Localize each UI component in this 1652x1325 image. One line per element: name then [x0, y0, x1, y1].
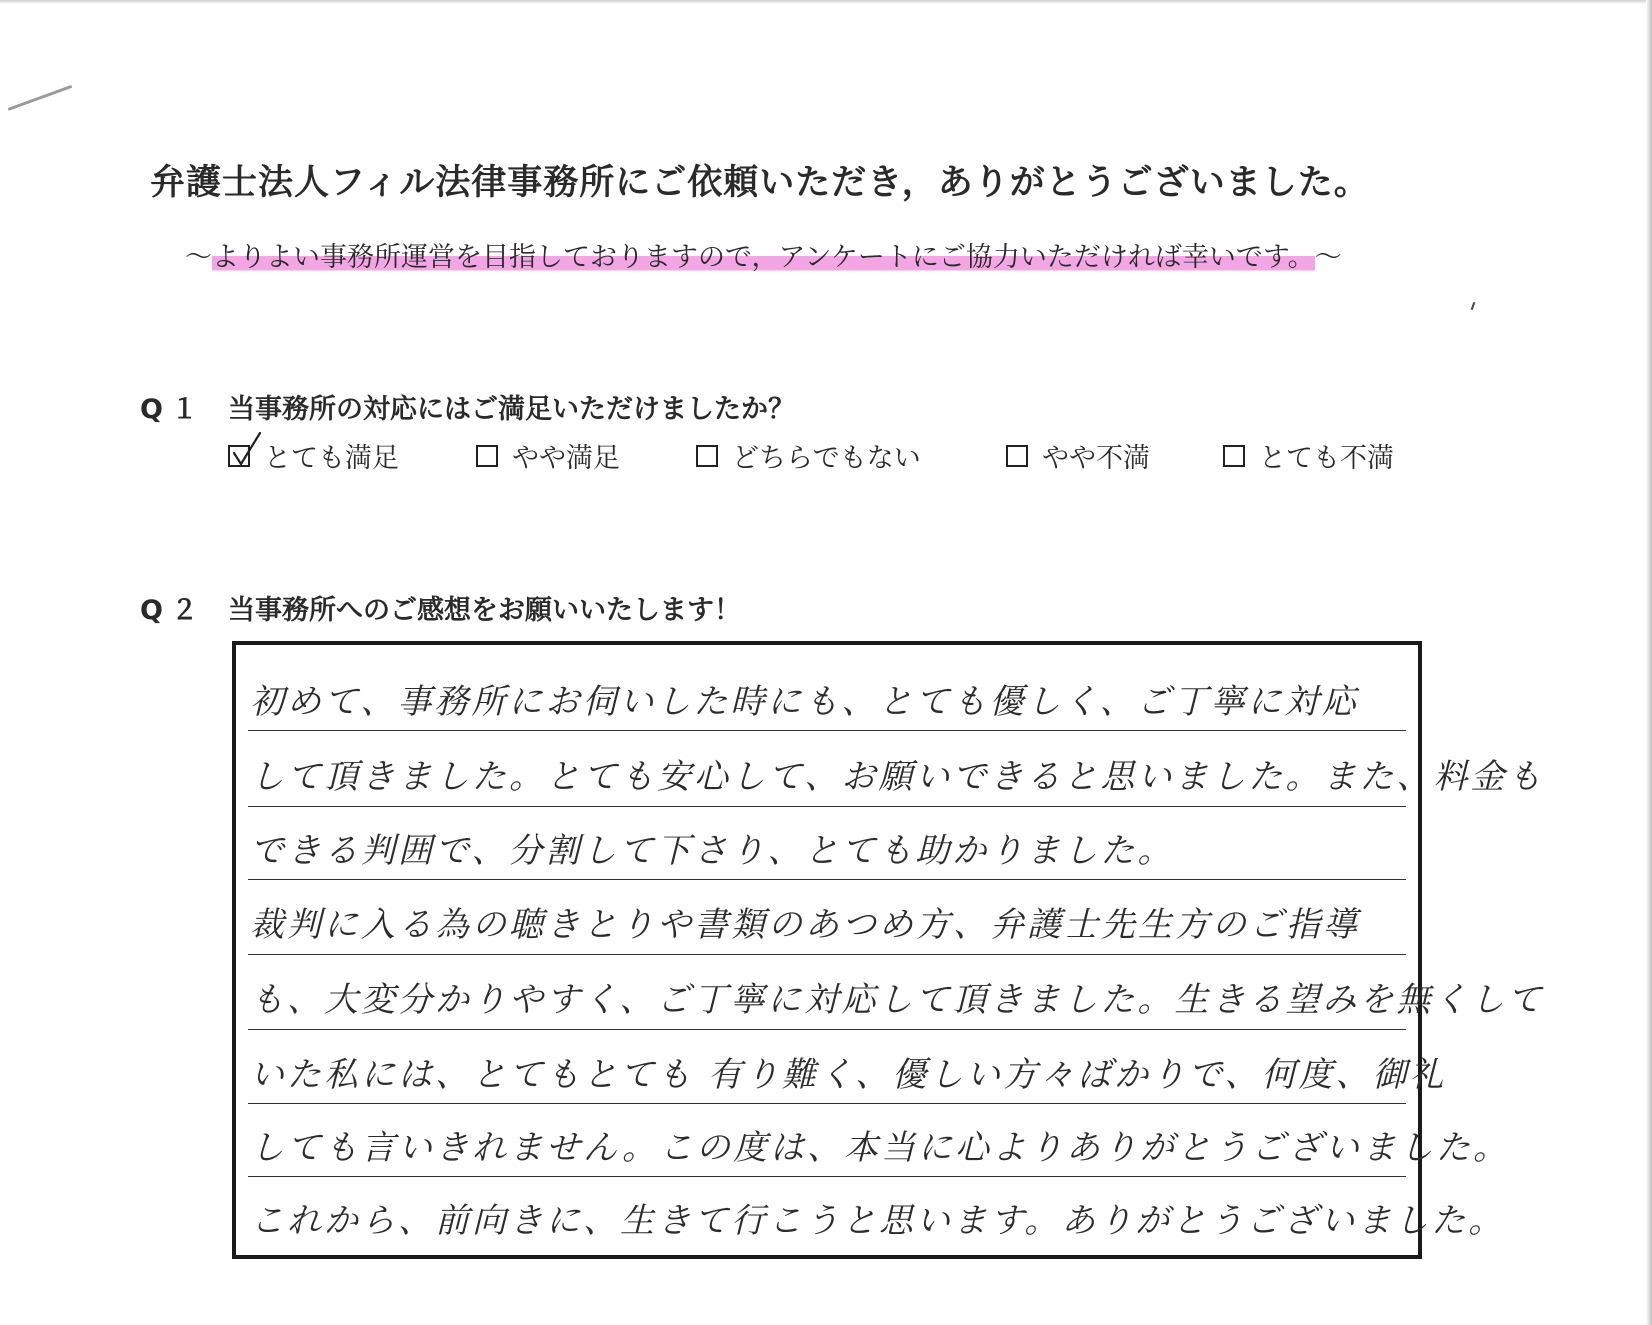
- option-label: やや満足: [512, 443, 620, 474]
- checkbox-neutral[interactable]: [696, 445, 718, 467]
- subtitle-open-tilde: ～: [185, 242, 212, 273]
- subtitle-highlighted-text: よりよい事務所運営を目指しておりますので，アンケートにご協力いただければ幸いです。: [212, 242, 1315, 273]
- option-label: やや不満: [1042, 443, 1150, 474]
- question-2-text: 当事務所へのご感想をお願いいたします！: [228, 595, 741, 626]
- option-very-dissatisfied[interactable]: [1223, 436, 1394, 475]
- checkbox-somewhat-dissatisfied[interactable]: [1006, 445, 1028, 467]
- answer-line-2: して頂きました。とても安心して、お願いできると思いました。また、料金も: [250, 757, 1545, 797]
- answer-line-6: いた私には、とてもとても 有り難く、優しい方々ばかりで、何度、御礼: [250, 1055, 1447, 1095]
- scan-edge-top: [0, 0, 1652, 4]
- answer-line-3: できる判囲で、分割して下さり、とても助かりました。: [250, 831, 1175, 871]
- answer-box[interactable]: [232, 641, 1545, 1259]
- q1-options: [228, 436, 1428, 472]
- question-1: [140, 387, 795, 426]
- option-label: どちらでもない: [732, 443, 921, 474]
- question-2-number: Q２: [140, 595, 206, 626]
- scan-edge-right: [1646, 0, 1652, 1325]
- stray-mark: [1471, 302, 1476, 310]
- checkbox-very-satisfied[interactable]: [228, 445, 250, 467]
- answer-line-7: しても言いきれません。この度は、本当に心よりありがとうございました。: [250, 1128, 1511, 1168]
- answer-line-8: これから、前向きに、生きて行こうと思います。ありがとうございました。: [250, 1201, 1506, 1241]
- option-neutral[interactable]: [696, 436, 921, 475]
- option-somewhat-satisfied[interactable]: [476, 436, 620, 475]
- checkbox-very-dissatisfied[interactable]: [1223, 445, 1245, 467]
- pen-mark: [7, 85, 72, 111]
- answer-line-5: も、大変分かりやすく、ご丁寧に対応して頂きました。生きる望みを無くして: [250, 980, 1545, 1020]
- subtitle: [185, 235, 1465, 274]
- checkbox-somewhat-satisfied[interactable]: [476, 445, 498, 467]
- subtitle-close-tilde: ～: [1314, 242, 1342, 273]
- option-very-satisfied[interactable]: [228, 436, 399, 475]
- answer-line-4: 裁判に入る為の聴きとりや書類のあつめ方、弁護士先生方のご指導: [250, 905, 1360, 945]
- option-somewhat-dissatisfied[interactable]: [1006, 436, 1150, 475]
- question-2: [140, 588, 741, 627]
- question-1-number: Q１: [140, 394, 206, 425]
- page-title: 弁護士法人フィル法律事務所にご依頼いただき，ありがとうございました。: [150, 163, 1370, 203]
- checkmark-icon: [232, 431, 262, 467]
- answer-line-1: 初めて、事務所にお伺いした時にも、とても優しく、ご丁寧に対応: [250, 682, 1359, 722]
- option-label: とても満足: [264, 443, 399, 474]
- option-label: とても不満: [1259, 443, 1394, 474]
- question-1-text: 当事務所の対応にはご満足いただけましたか？: [228, 394, 795, 425]
